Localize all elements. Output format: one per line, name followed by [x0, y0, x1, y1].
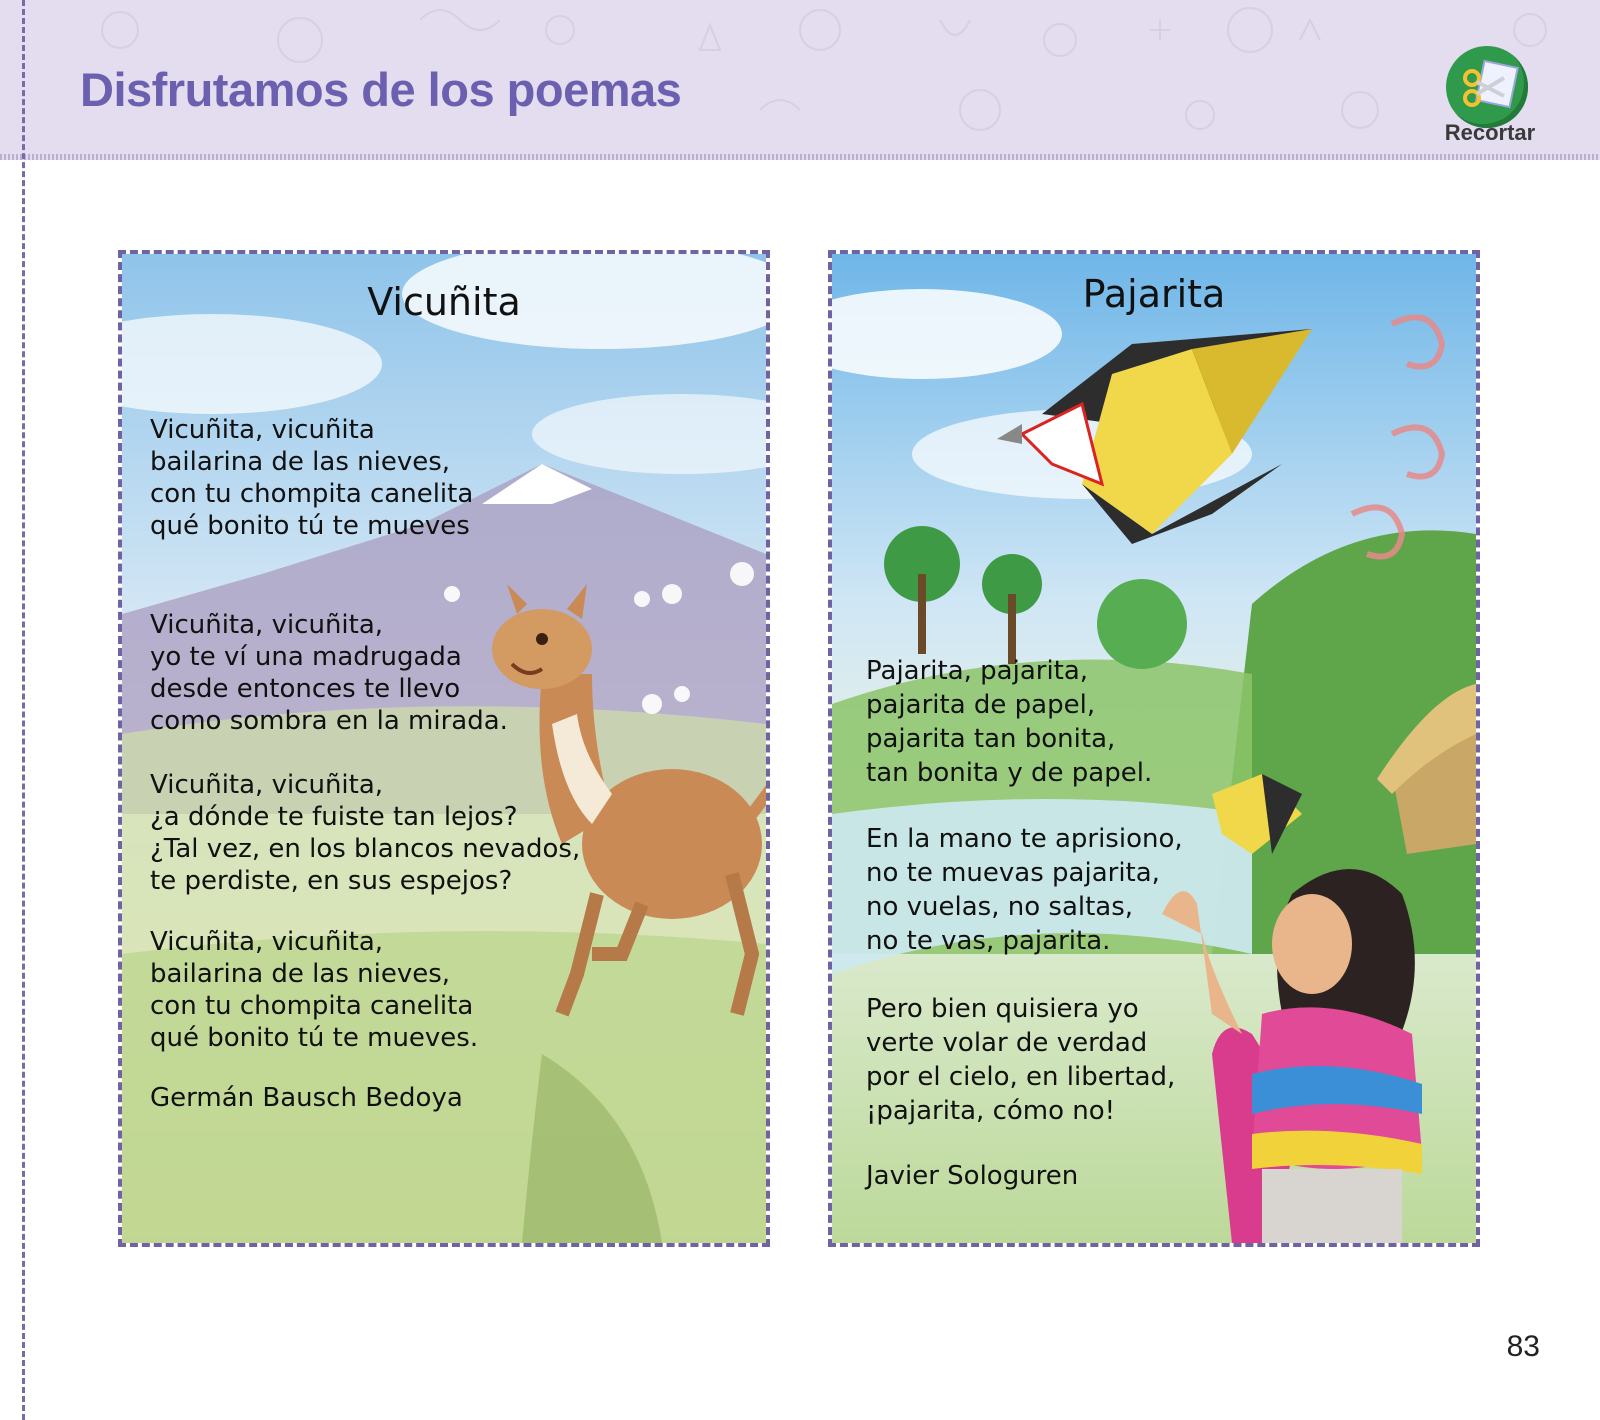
vicunita-stanza-4: Vicuñita, vicuñita, bailarina de las nieves, con tu chompita canelita qué bonito tú te mueves.	[150, 927, 479, 1053]
page-header	[0, 0, 1600, 160]
pajarita-author: Javier Sologuren	[866, 1161, 1079, 1191]
vicunita-stanza-1: Vicuñita, vicuñita bailarina de las nieves, con tu chompita canelita qué bonito tú te mueves	[150, 415, 474, 541]
page-number: 83	[1506, 1330, 1540, 1363]
poem-card-pajarita	[828, 250, 1480, 1247]
poem-card-vicunita	[118, 250, 770, 1247]
recortar-badge	[1440, 46, 1540, 156]
cut-line	[22, 0, 25, 1420]
vicunita-stanza-2: Vicuñita, vicuñita, yo te ví una madrugada desde entonces te llevo como sombra en la mirada.	[150, 610, 508, 736]
recortar-label: Recortar	[1444, 120, 1536, 145]
pajarita-stanza-1: Pajarita, pajarita, pajarita de papel, pajarita tan bonita, tan bonita y de papel.	[866, 656, 1153, 788]
poem-title-pajarita: Pajarita	[1082, 272, 1226, 316]
vicunita-stanza-3: Vicuñita, vicuñita, ¿a dónde te fuiste tan lejos? ¿Tal vez, en los blancos nevados, te perdiste, en sus espejos?	[150, 770, 581, 896]
vicunita-author: Germán Bausch Bedoya	[150, 1083, 463, 1113]
pajarita-stanza-3: Pero bien quisiera yo verte volar de verdad por el cielo, en libertad, ¡pajarita, cómo no!	[866, 994, 1176, 1126]
scissors-icon	[1458, 56, 1520, 118]
pajarita-stanza-2: En la mano te aprisiono, no te muevas pajarita, no vuelas, no saltas, no te vas, pajarita.	[866, 824, 1183, 956]
poem-title-vicunita: Vicuñita	[367, 280, 521, 324]
page-title: Disfrutamos de los poemas	[80, 63, 682, 116]
